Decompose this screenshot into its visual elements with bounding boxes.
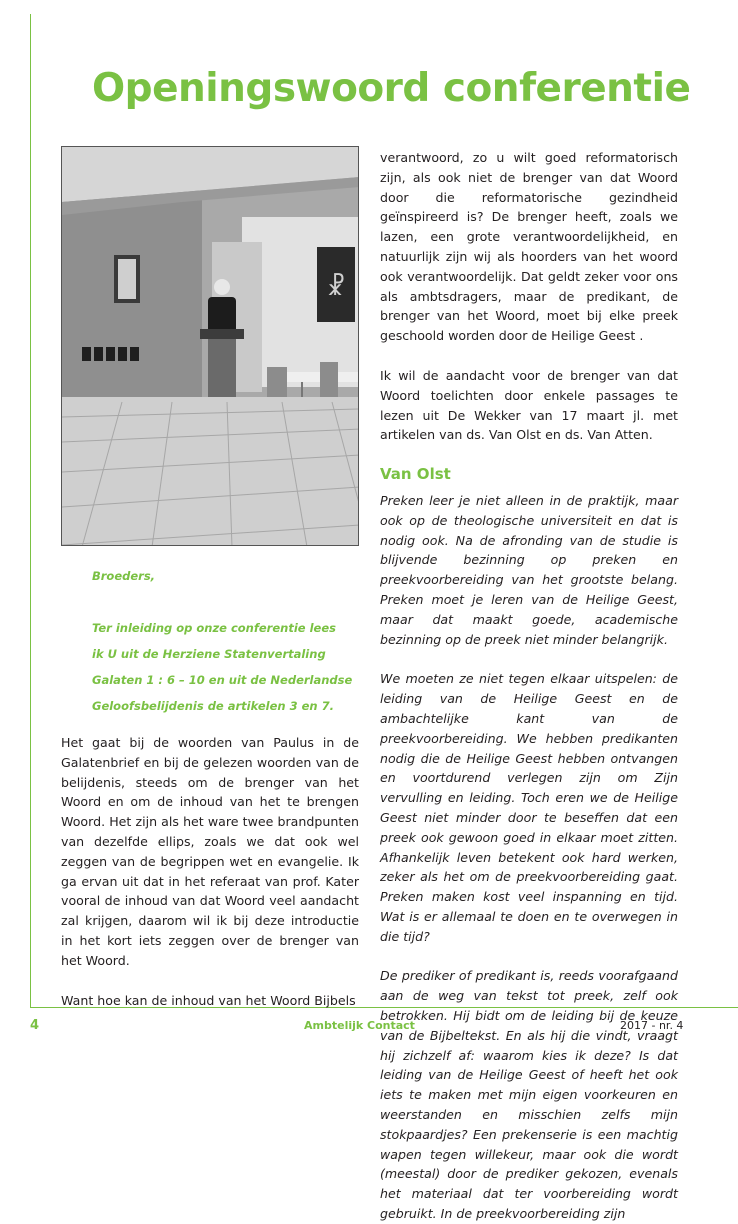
quote-line: Galaten 1 : 6 – 10 en uit de Nederlandse [92,673,353,687]
quoted-paragraph: Preken leer je niet alleen in de praktijk, maar ook op de theologische universiteit en dat is nodig ook. Na de afronding van de studie is blijvende bezinning op preken en preekvoorbereiding van het grootste belang. Preken moet je leren van de Heilige Geest, maar dat maakt goede, academische bezinning op de preek niet minder belangrijk. [380,492,678,647]
paragraph: Ik wil de aandacht voor de brenger van dat Woord toelichten door enkele passages te lezen uit De Wekker van 17 maart jl. met artikelen van ds. Van Olst en ds. Van Atten. [380,367,678,443]
right-column [380,148,678,1224]
photo-speaker-at-lectern [61,146,359,546]
margin-rule-vertical [30,14,31,1008]
paragraph: verantwoord, zo u wilt goed reformatorisch zijn, als ook niet de brenger van dat Woord door die reformatorische gezindheid geïnspireerd is? De brenger heeft, zoals we lazen, een grote verantwoordelijkheid, en natuurlijk zijn wij als hoorders van het woord ook verantwoordelijk. Dat geldt zeker voor ons als ambtsdragers, maar de predikant, de brenger van het Woord, moet bij elke preek geschoold worden door de Heilige Geest . [380,150,678,344]
quoted-paragraph: De prediker of predikant is, reeds voorafgaand aan de weg van tekst tot preek, zelf ook betrokken. Hij bidt om de leiding bij de keuze van de Bijbeltekst. En als hij die vindt, vraagt hij zichzelf af: waarom kies ik deze? Is dat leiding van de Heilige Geest of heeft het ook iets te maken met mijn eigen voorkeuren en weerstanden en misschien zelfs mijn stokpaardjes? Een prekenserie is een machtig wapen tegen willekeur, maar ook die wordt (meestal) door de prediker gekozen, evenals het materiaal dat ter voorbereiding wordt gebruikt. In de preekvoorbereiding zijn [380,968,678,1222]
issue-label: 2017 - nr. 4 [620,1019,684,1032]
magazine-title: Ambtelijk Contact [304,1019,415,1032]
paragraph: Het gaat bij de woorden van Paulus in de Galatenbrief en bij de gelezen woorden van de belijdenis, steeds om de brenger van het Woord en om de inhoud van het te brengen Woord. Het zijn als het ware twee brandpunten van dezelfde ellips, zoals we dat ook wel zeggen van de begrippen wet en evangelie. Ik ga ervan uit dat in het referaat van prof. Kater vooral de inhoud van dat Woord veel aandacht zal krijgen, daarom wil ik bij deze introductie in het kort iets zeggen over de brenger van het Woord. [61,735,359,968]
quote-salutation: Broeders, [92,569,156,583]
page-title: Openingswoord conferentie [92,66,691,111]
svg-text:☧: ☧ [326,273,346,301]
quote-line: Geloofsbelijdenis de artikelen 3 en 7. [92,699,334,713]
quote-line: Ter inleiding op onze conferentie lees [92,621,336,635]
left-column [61,733,359,1030]
quote-line: ik U uit de Herziene Statenvertaling [92,647,326,661]
quoted-paragraph: We moeten ze niet tegen elkaar uitspelen: de leiding van de Heilige Geest en de ambachtelijke kant van de preekvoorbereiding. We hebben predikanten nodig die de Heilige Geest hebben ontvangen en voortdurend verlegen zijn om Zijn vervulling en leiding. Toch eren we de Heilige Geest niet minder door te beseffen dat een preek ook gewoon goed in elkaar moet zitten. Afhankelijk leven betekent ook hard werken, zeker als het om de preekvoorbereiding gaat. Preken maken kost veel inspanning en tijd. Wat is er allemaal te doen en te overwegen in die tijd? [380,671,678,944]
section-heading: Van Olst [380,465,451,484]
paragraph: Want hoe kan de inhoud van het Woord Bijbels [61,992,356,1008]
page-number: 4 [30,1018,40,1033]
